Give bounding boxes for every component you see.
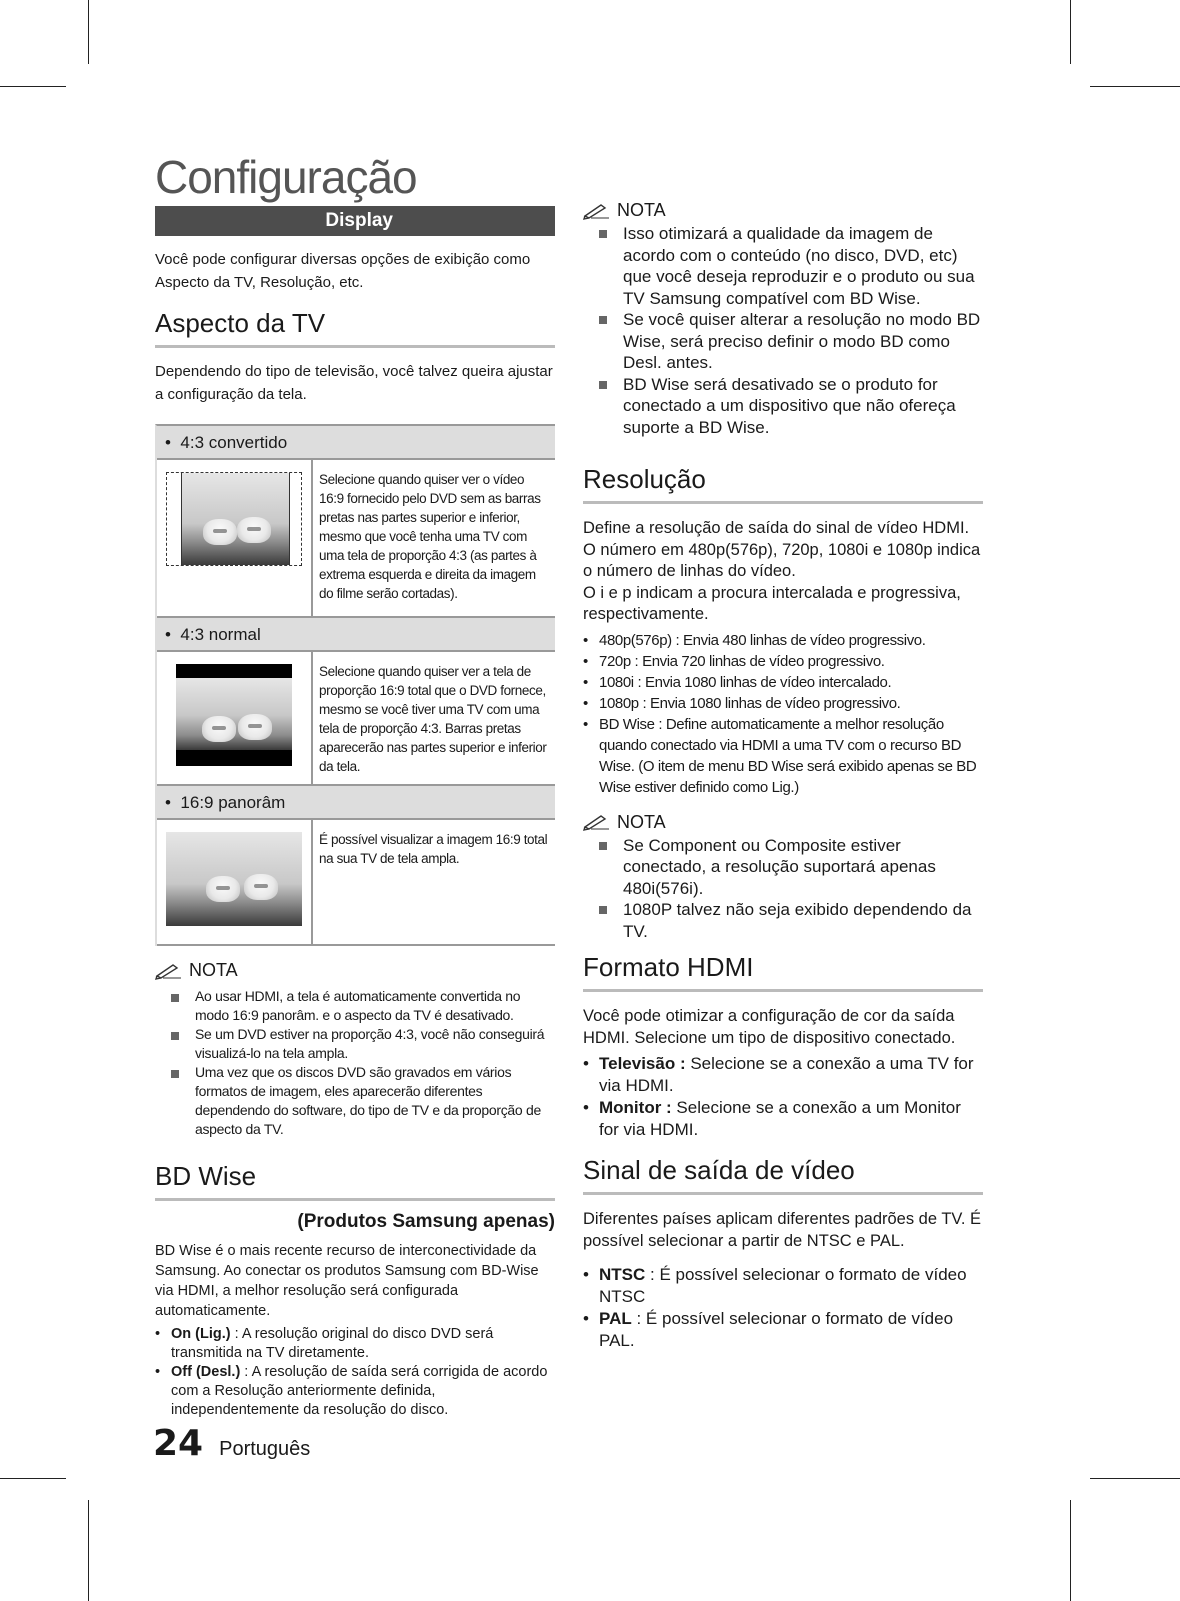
aspect-heading: Aspecto da TV xyxy=(155,308,555,348)
puppy xyxy=(238,714,272,740)
note-label: NOTA xyxy=(189,960,238,980)
hdmi-option-key: Televisão : xyxy=(599,1054,686,1073)
crop-mark xyxy=(1070,1500,1071,1601)
page-title: Configuração xyxy=(155,151,417,203)
bdwise-option-key: On (Lig.) xyxy=(171,1326,231,1342)
hdmi-option-text: Selecione se a conexão a um Monitor for via HDMI. xyxy=(599,1098,961,1139)
pencil-note-icon xyxy=(583,813,611,831)
crop-mark xyxy=(1070,0,1071,64)
bdwise-option-key: Off (Desl.) xyxy=(171,1364,241,1380)
sinal-option xyxy=(583,1308,983,1352)
option-image-cell xyxy=(157,460,313,616)
option-header: • 4:3 convertido xyxy=(157,426,555,460)
sinal-option-text: É possível selecionar o formato de vídeo PAL. xyxy=(599,1309,954,1350)
resolucao-options xyxy=(583,630,983,798)
sinal-heading: Sinal de saída de vídeo xyxy=(583,1155,983,1195)
crop-mark xyxy=(0,1478,66,1479)
puppy xyxy=(244,874,278,900)
pencil-note-icon xyxy=(583,202,611,220)
resolution-option xyxy=(583,630,983,651)
hdmi-options xyxy=(583,1053,983,1141)
resolution-key: BD Wise xyxy=(599,715,655,733)
left-column xyxy=(155,150,555,1420)
resolution-text: Envia 1080 linhas de vídeo progressivo. xyxy=(650,694,901,712)
bdwise-option xyxy=(155,1325,555,1363)
puppies-image xyxy=(176,664,292,766)
resolution-option xyxy=(583,714,983,798)
tv-frame-dashed xyxy=(166,472,302,566)
note-item: Ao usar HDMI, a tela é automaticamente convertida no modo 16:9 panorâm. e o aspecto da TV é desativado. xyxy=(155,987,555,1025)
aspect-notes xyxy=(155,987,555,1139)
page-language: Português xyxy=(219,1438,311,1460)
bdwise-notes xyxy=(583,223,983,438)
resolucao-text: Define a resolução de saída do sinal de vídeo HDMI. O número em 480p(576p), 720p, 1080i e 1080p indica o número de linhas do vídeo. xyxy=(583,519,981,580)
sinal-option-key: NTSC xyxy=(599,1265,646,1284)
crop-mark xyxy=(88,1500,89,1601)
crop-mark xyxy=(88,0,89,64)
sinal-option-key: PAL xyxy=(599,1309,632,1328)
display-section-bar: Display xyxy=(155,206,555,236)
separator: : xyxy=(240,1364,252,1380)
sinal-options xyxy=(583,1264,983,1352)
hdmi-option-text: Selecione se a conexão a uma TV for via HDMI. xyxy=(599,1054,974,1095)
option-description: Selecione quando quiser ver a tela de proporção 16:9 total que o DVD fornece, mesmo se você tiver uma TV com uma tela de proporção 4:3. Barras pretas aparecerão nas partes superior e inferior da tela. xyxy=(319,664,547,774)
right-column xyxy=(583,200,983,1352)
resolution-option xyxy=(583,672,983,693)
note-item: Se você quiser alterar a resolução no modo BD Wise, será preciso definir o modo BD como Desl. antes. xyxy=(583,309,983,374)
note-title xyxy=(583,200,983,221)
crop-mark xyxy=(1090,1478,1180,1479)
puppy xyxy=(237,517,271,543)
bdwise-options xyxy=(155,1325,555,1420)
bdwise-option-text: A resolução original do disco DVD será transmitida na TV diretamente. xyxy=(171,1326,494,1361)
note-label: NOTA xyxy=(617,811,666,832)
puppy xyxy=(203,519,237,545)
separator: : xyxy=(631,1309,646,1328)
crop-mark xyxy=(0,86,66,87)
note-item: Se um DVD estiver na proporção 4:3, você não conseguirá visualizá-lo na tela ampla. xyxy=(155,1025,555,1063)
hdmi-heading: Formato HDMI xyxy=(583,952,983,992)
option-row xyxy=(157,820,555,946)
resolucao-text2: O i e p indicam a procura intercalada e progressiva, respectivamente. xyxy=(583,583,961,623)
puppies-image xyxy=(181,473,289,565)
resolution-option xyxy=(583,693,983,714)
separator: : xyxy=(638,694,651,712)
resolution-key: 1080p xyxy=(599,694,639,712)
note-title xyxy=(583,812,983,833)
option-header: • 16:9 panorâm xyxy=(157,786,555,820)
resolution-text: Envia 720 linhas de vídeo progressivo. xyxy=(642,652,885,670)
puppy xyxy=(202,716,236,742)
resolution-text: Envia 480 linhas de vídeo progressivo. xyxy=(683,631,926,649)
puppy xyxy=(206,876,240,902)
page-footer xyxy=(153,1423,310,1464)
option-header: • 4:3 normal xyxy=(157,618,555,652)
separator: : xyxy=(230,1326,242,1342)
resolucao-heading: Resolução xyxy=(583,464,983,504)
bdwise-heading: BD Wise xyxy=(155,1161,555,1201)
hdmi-option xyxy=(583,1053,983,1097)
option-label: 4:3 convertido xyxy=(180,433,288,452)
separator: : xyxy=(633,673,646,691)
resolution-option xyxy=(583,651,983,672)
note-title xyxy=(155,960,555,981)
hdmi-text: Você pode otimizar a configuração de cor da saída HDMI. Selecione um tipo de dispositivo conectado. xyxy=(583,1007,956,1047)
puppies-image xyxy=(166,832,302,926)
bdwise-option-text: A resolução de saída será corrigida de acordo com a Resolução anteriormente definida, independentemente da resolução do disco. xyxy=(171,1364,548,1418)
resolution-text: Define automaticamente a melhor resolução quando conectado via HDMI a uma TV com o recurso BD Wise. (O item de menu BD Wise será exibido apenas se BD Wise estiver definido como Lig.) xyxy=(599,715,977,796)
option-description: Selecione quando quiser ver o vídeo 16:9 fornecido pelo DVD sem as barras pretas nas partes superior e inferior, mesmo que você tenha uma TV com uma tela de proporção 4:3 (as partes à extrema esquerda e direita da imagem do filme serão cortadas). xyxy=(319,472,541,601)
option-label: 4:3 normal xyxy=(180,625,261,644)
hdmi-option-key: Monitor : xyxy=(599,1098,672,1117)
display-intro: Você pode configurar diversas opções de exibição como Aspecto da TV, Resolução, etc. xyxy=(155,251,531,291)
note-item: Isso otimizará a qualidade da imagem de acordo com o conteúdo (no disco, DVD, etc) que você deseja reproduzir e o produto ou sua TV Samsung compatível com BD Wise. xyxy=(583,223,983,309)
aspect-options-table xyxy=(155,424,555,946)
bdwise-option xyxy=(155,1363,555,1420)
crop-mark xyxy=(1090,86,1180,87)
resolution-key: 1080i xyxy=(599,673,634,691)
option-description: É possível visualizar a imagem 16:9 total na sua TV de tela ampla. xyxy=(319,832,548,866)
sinal-text: Diferentes países aplicam diferentes padrões de TV. É possível selecionar a partir de NTSC e PAL. xyxy=(583,1210,982,1250)
option-image-cell xyxy=(157,652,313,784)
note-item: Uma vez que os discos DVD são gravados em vários formatos de imagem, eles aparecerão diferentes dependendo do software, do tipo de TV e da proporção de aspecto da TV. xyxy=(155,1063,555,1139)
option-image-cell xyxy=(157,820,313,944)
hdmi-option xyxy=(583,1097,983,1141)
resolution-key: 720p xyxy=(599,652,631,670)
crop-line xyxy=(181,473,182,565)
crop-line xyxy=(289,473,290,565)
pencil-note-icon xyxy=(155,962,183,980)
bdwise-text: BD Wise é o mais recente recurso de interconectividade da Samsung. Ao conectar os produtos Samsung com BD-Wise via HDMI, a melhor resolução será configurada automaticamente. xyxy=(155,1243,539,1319)
separator: : xyxy=(630,652,643,670)
resolucao-notes xyxy=(583,835,983,943)
option-row xyxy=(157,652,555,786)
separator: : xyxy=(645,1265,660,1284)
note-item: BD Wise será desativado se o produto for conectado a um dispositivo que não ofereça suporte a BD Wise. xyxy=(583,374,983,439)
sinal-option-text: É possível selecionar o formato de vídeo NTSC xyxy=(599,1265,967,1306)
note-item: 1080P talvez não seja exibido dependendo da TV. xyxy=(583,899,983,942)
note-item: Se Component ou Composite estiver conectado, a resolução suportará apenas 480i(576i). xyxy=(583,835,983,900)
separator: : xyxy=(654,715,666,733)
bdwise-subtitle: (Produtos Samsung apenas) xyxy=(297,1211,555,1232)
aspect-text: Dependendo do tipo de televisão, você talvez queira ajustar a configuração da tela. xyxy=(155,363,553,403)
option-label: 16:9 panorâm xyxy=(180,793,286,812)
page-number: 24 xyxy=(153,1423,204,1464)
note-label: NOTA xyxy=(617,200,666,220)
resolution-text: Envia 1080 linhas de vídeo intercalado. xyxy=(645,673,892,691)
separator: : xyxy=(671,631,684,649)
resolution-key: 480p(576p) xyxy=(599,631,672,649)
option-row xyxy=(157,460,555,618)
sinal-option xyxy=(583,1264,983,1308)
